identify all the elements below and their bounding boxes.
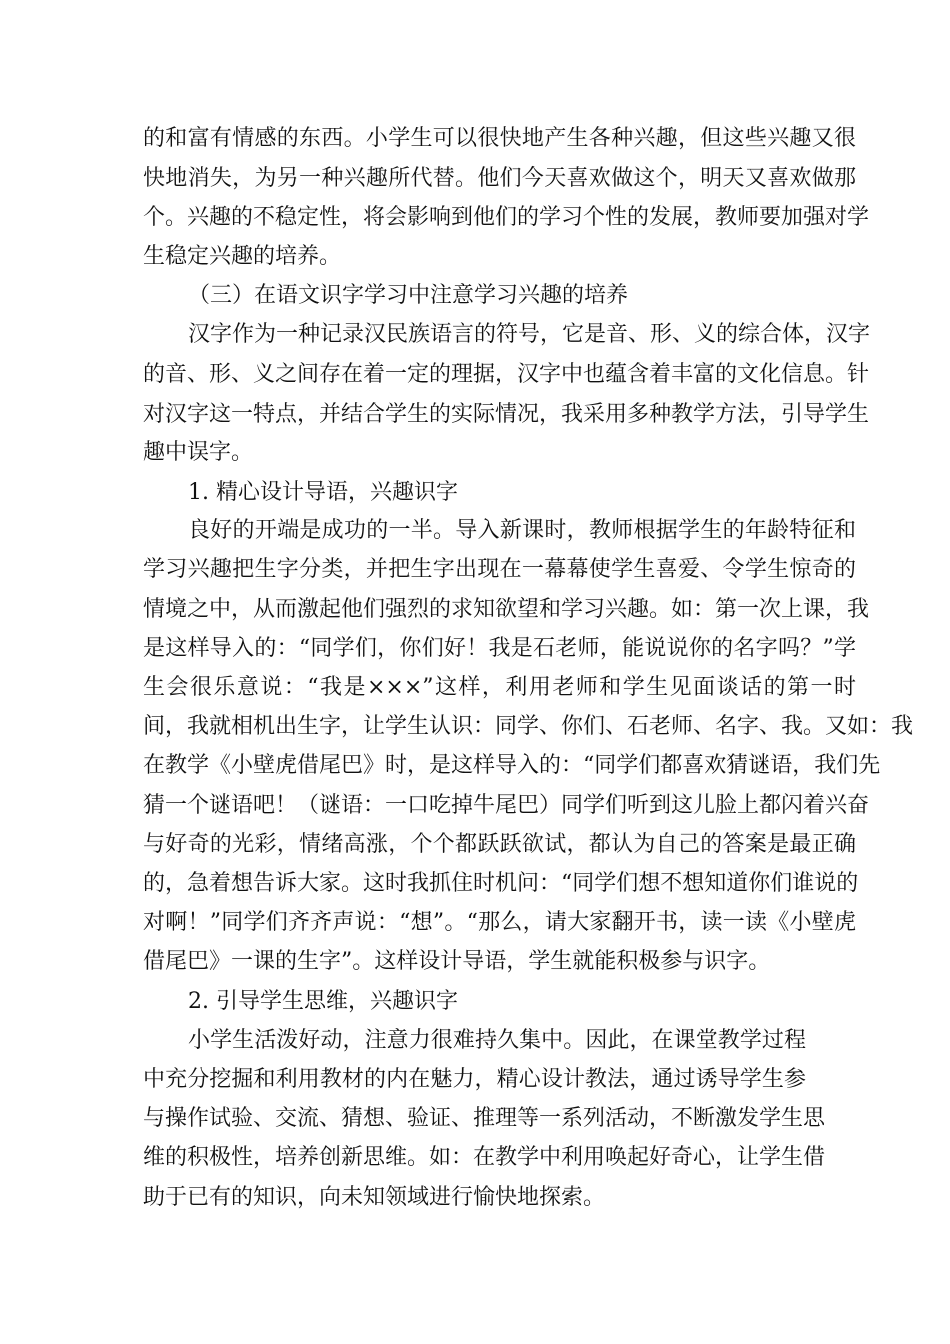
paragraph-line: 情境之中，从而激起他们强烈的求知欲望和学习兴趣。如：第一次上课，我 bbox=[143, 597, 870, 622]
paragraph-line: 学习兴趣把生字分类，并把生字出现在一幕幕使学生喜爱、令学生惊奇的 bbox=[143, 557, 856, 582]
paragraph-line: 猜一个谜语吧！（谜语：一口吃掉牛尾巴）同学们听到这儿脸上都闪着兴奋 bbox=[143, 793, 870, 818]
paragraph-line: 间，我就相机出生字，让学生认识：同学、你们、石老师、名字、我。又如：我 bbox=[143, 714, 914, 739]
paragraph-line: 助于已有的知识，向未知领域进行愉快地探索。 bbox=[143, 1185, 606, 1210]
paragraph-line: 在教学《小壁虎借尾巴》时，是这样导入的：“同学们都喜欢猜谜语，我们先 bbox=[143, 753, 881, 778]
paragraph-line: 个。兴趣的不稳定性，将会影响到他们的学习个性的发展，教师要加强对学 bbox=[143, 205, 870, 230]
paragraph-line: 的和富有情感的东西。小学生可以很快地产生各种兴趣，但这些兴趣又很 bbox=[143, 126, 856, 151]
section-heading: （三）在语文识字学习中注意学习兴趣的培养 bbox=[188, 283, 629, 308]
paragraph-line: 与操作试验、交流、猜想、验证、推理等一系列活动，不断激发学生思 bbox=[143, 1106, 826, 1131]
paragraph-line: 生稳定兴趣的培养。 bbox=[143, 244, 342, 269]
paragraph-line: 的音、形、义之间存在着一定的理据，汉字中也蕴含着丰富的文化信息。针 bbox=[143, 362, 870, 387]
paragraph-line: 对啊！”同学们齐齐声说：“想”。“那么，请大家翻开书，读一读《小壁虎 bbox=[143, 910, 856, 935]
paragraph-line: 与好奇的光彩，情绪高涨，个个都跃跃欲试，都认为自己的答案是最正确 bbox=[143, 832, 856, 857]
paragraph-line: 生会很乐意说：“我是×××”这样，利用老师和学生见面谈话的第一时 bbox=[143, 675, 856, 700]
paragraph-line: 维的积极性，培养创新思维。如：在教学中利用唤起好奇心，让学生借 bbox=[143, 1145, 826, 1170]
paragraph-line: 汉字作为一种记录汉民族语言的符号，它是音、形、义的综合体，汉字 bbox=[188, 322, 871, 347]
paragraph-line: 快地消失，为另一种兴趣所代替。他们今天喜欢做这个，明天又喜欢做那 bbox=[143, 166, 856, 191]
subsection-heading: 1. 精心设计导语，兴趣识字 bbox=[188, 480, 458, 505]
paragraph-line: 对汉字这一特点，并结合学生的实际情况，我采用多种教学方法，引导学生 bbox=[143, 402, 870, 427]
paragraph-line: 良好的开端是成功的一半。导入新课时，教师根据学生的年龄特征和 bbox=[188, 518, 856, 543]
paragraph-line: 借尾巴》一课的生字”。这样设计导语，学生就能积极参与识字。 bbox=[143, 949, 771, 974]
paragraph-line: 小学生活泼好动，注意力很难持久集中。因此，在课堂教学过程 bbox=[188, 1028, 806, 1053]
paragraph-line: 中充分挖掘和利用教材的内在魅力，精心设计教法，通过诱导学生参 bbox=[143, 1067, 806, 1092]
paragraph-line: 是这样导入的：“同学们，你们好！我是石老师，能说说你的名字吗？”学 bbox=[143, 636, 856, 661]
subsection-heading: 2. 引导学生思维，兴趣识字 bbox=[188, 989, 458, 1014]
paragraph-line: 的，急着想告诉大家。这时我抓住时机问：“同学们想不想知道你们谁说的 bbox=[143, 871, 859, 896]
paragraph-line: 趣中误字。 bbox=[143, 440, 254, 465]
